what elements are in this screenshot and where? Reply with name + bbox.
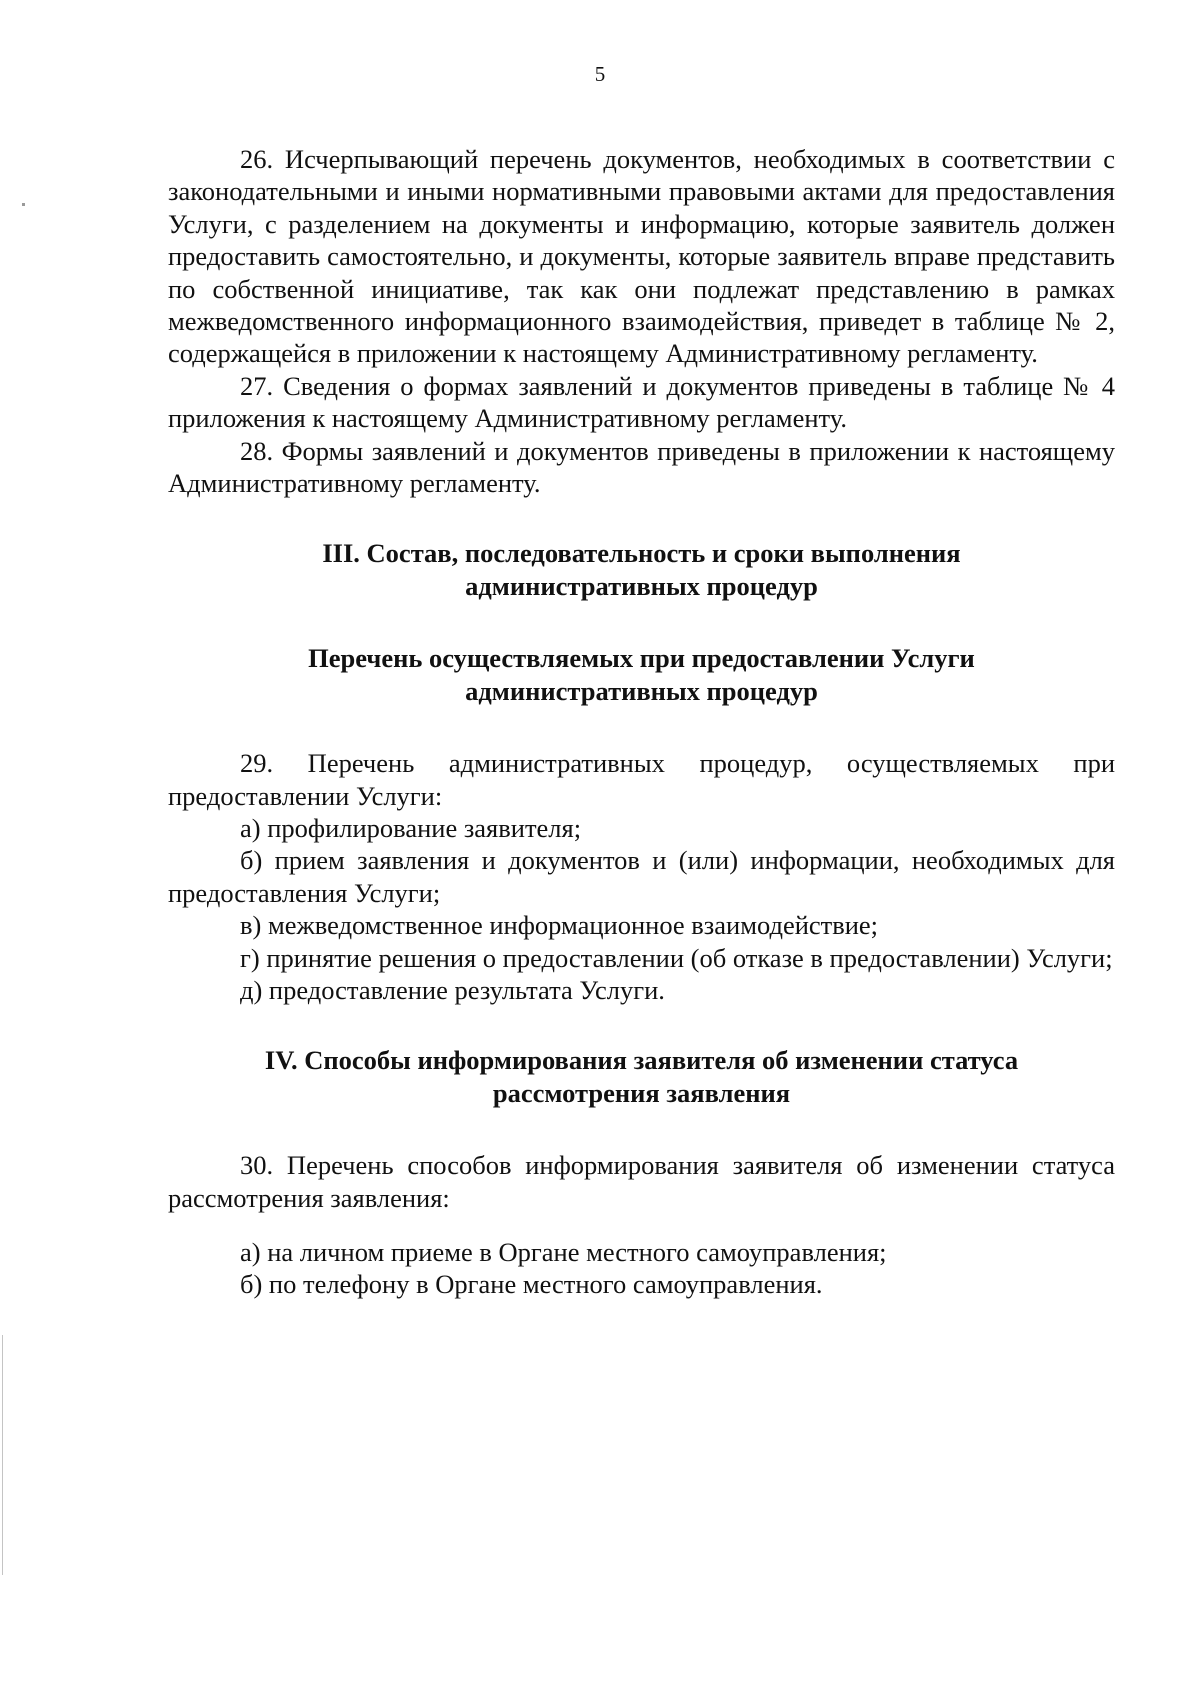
paragraph-26: 26. Исчерпывающий перечень документов, необходимых в соответствии с законодательными и иными нормативными правовыми актами для предоставления Услуги, с разделением на документы и информацию, которые заявитель должен предоставить самостоятельно, и документы, которые заявитель вправе представить по собственной инициативе, так как они подлежат представлению в рамках межведомственного информационного взаимодействия, приведет в таблице № 2, содержащейся в приложении к настоящему Административному регламенту.: [168, 144, 1115, 369]
paragraph-27: 27. Сведения о формах заявлений и документов приведены в таблице № 4 приложения к настоящему Административному регламенту.: [168, 370, 1115, 434]
spacer: [168, 602, 1115, 642]
spacer: [168, 707, 1115, 747]
section-4-heading: [168, 1044, 1115, 1109]
spacer: [168, 1214, 1115, 1236]
spacer: [168, 1109, 1115, 1149]
spacer: [168, 1006, 1115, 1044]
section-3-subheading: [168, 642, 1115, 707]
page-number: 5: [594, 62, 606, 86]
notification-item-b: б) по телефону в Органе местного самоуправления.: [240, 1269, 823, 1300]
section-3-heading-line-1: III. Состав, последовательность и сроки выполнения: [322, 538, 961, 569]
section-4-heading-line-1: IV. Способы информирования заявителя об изменении статуса: [264, 1045, 1019, 1076]
procedure-item-g: г) принятие решения о предоставлении (об отказе в предоставлении) Услуги;: [240, 942, 1113, 973]
section-3-subheading-line-1: Перечень осуществляемых при предоставлении Услуги: [308, 643, 975, 674]
procedure-item-b: б) прием заявления и документов и (или) информации, необходимых для предоставления Услуги;: [168, 845, 1115, 908]
procedure-item-a: а) профилирование заявителя;: [240, 812, 582, 843]
section-3-heading: [168, 537, 1115, 602]
section-4-heading-line-2: рассмотрения заявления: [492, 1077, 791, 1108]
scan-artifact-dot: [22, 203, 25, 206]
section-3-subheading-line-2: административных процедур: [465, 675, 818, 706]
spacer: [168, 499, 1115, 537]
procedure-item-v: в) межведомственное информационное взаимодействие;: [240, 910, 879, 941]
document-body: [168, 143, 1115, 1301]
procedure-item-d: д) предоставление результата Услуги.: [240, 974, 665, 1005]
section-3-heading-line-2: административных процедур: [465, 570, 818, 601]
paragraph-30: 30. Перечень способов информирования заявителя об изменении статуса рассмотрения заявления:: [168, 1150, 1115, 1213]
paragraph-29: 29. Перечень административных процедур, осуществляемых при предоставлении Услуги:: [168, 748, 1115, 811]
notification-item-a: а) на личном приеме в Органе местного самоуправления;: [240, 1236, 887, 1267]
paragraph-28: 28. Формы заявлений и документов приведены в приложении к настоящему Административному регламенту.: [168, 435, 1115, 499]
scan-artifact-edge-line: [2, 1335, 3, 1575]
